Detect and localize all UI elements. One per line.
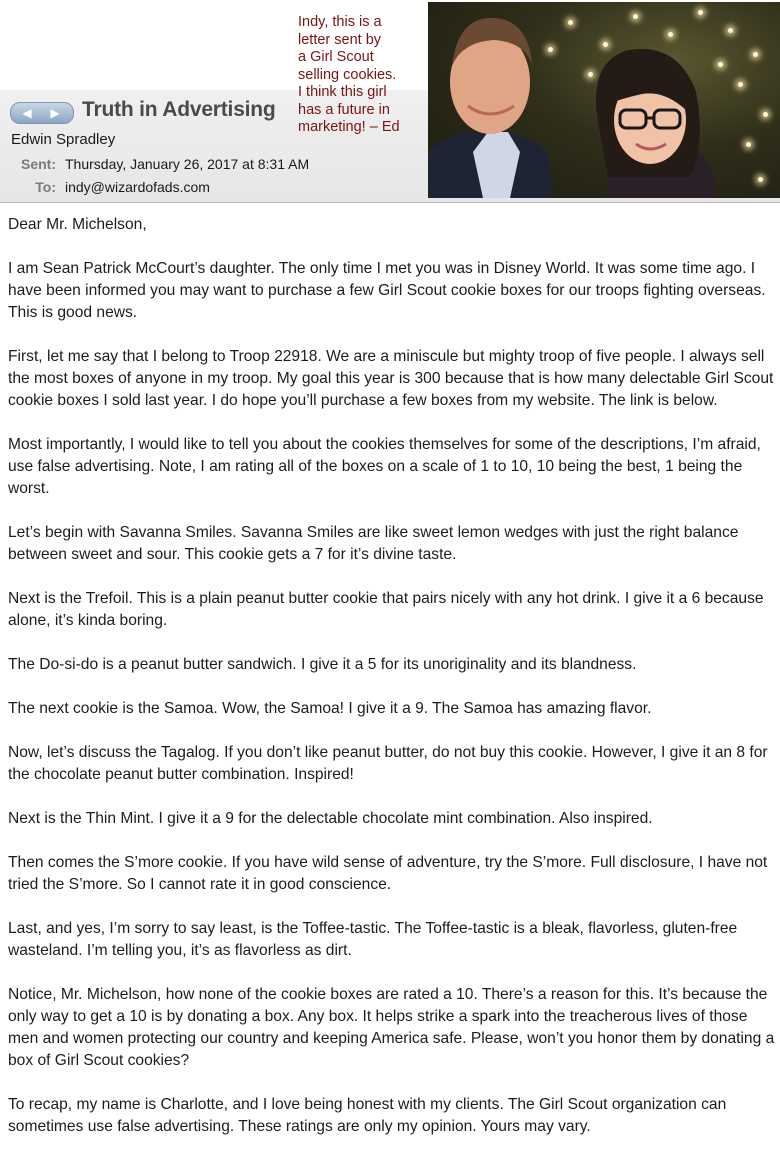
- note-line: I think this girl: [298, 84, 387, 100]
- email-subject: Truth in Advertising: [82, 98, 276, 121]
- letter-paragraph: The next cookie is the Samoa. Wow, the Samoa! I give it a 9. The Samoa has amazing flavor.: [8, 700, 652, 717]
- letter-paragraph: Most importantly, I would like to tell you about the cookies themselves for some of the descriptions, I’m afraid, use false advertising. Note, I am rating all of the boxes on a scale of 1 to 10, 10 being the best, 1 being the worst.: [8, 436, 761, 497]
- back-forward-arrows-icon[interactable]: [10, 102, 74, 124]
- sent-label: Sent:: [21, 156, 56, 172]
- note-line: a Girl Scout: [298, 49, 374, 65]
- letter-paragraph: Next is the Thin Mint. I give it a 9 for the delectable chocolate mint combination. Also inspired.: [8, 810, 653, 827]
- letter-paragraph: Let’s begin with Savanna Smiles. Savanna Smiles are like sweet lemon wedges with just the right balance between sweet and sour. This cookie gets a 7 for it’s divine taste.: [8, 524, 739, 563]
- forward-arrow-icon[interactable]: ▶: [50, 106, 60, 120]
- letter-paragraph: Dear Mr. Michelson,: [8, 216, 147, 233]
- note-line: marketing! – Ed: [298, 119, 400, 135]
- handwritten-note: [298, 14, 428, 137]
- letter-paragraph: First, let me say that I belong to Troop 22918. We are a miniscule but mighty troop of five people. I always sell the most boxes of anyone in my troop. My goal this year is 300 because that is how many delectable Girl Scout cookie boxes I sold last year. I do hope you’ll purchase a few boxes from my website. The link is below.: [8, 348, 774, 409]
- note-line: Indy, this is a: [298, 14, 382, 30]
- email-header: [0, 0, 780, 204]
- note-line: letter sent by: [298, 31, 382, 48]
- to-label: To:: [35, 179, 56, 195]
- to-value[interactable]: indy@wizardofads.com: [65, 179, 210, 195]
- note-line: has a future in: [298, 101, 390, 118]
- header-divider: [0, 202, 780, 203]
- email-sender[interactable]: Edwin Spradley: [11, 131, 116, 148]
- couple-figures: [428, 2, 780, 198]
- letter-paragraph: The Do-si-do is a peanut butter sandwich. I give it a 5 for its unoriginality and its blandness.: [8, 656, 637, 673]
- letter-body: [8, 214, 776, 1160]
- letter-paragraph: Next is the Trefoil. This is a plain peanut butter cookie that pairs nicely with any hot drink. I give it a 6 because alone, it’s kinda boring.: [8, 590, 764, 629]
- letter-paragraph: Then comes the S’more cookie. If you have wild sense of adventure, try the S’more. Full disclosure, I have not tried the S’more. So I cannot rate it in good conscience.: [8, 854, 768, 893]
- back-arrow-icon[interactable]: ◀: [22, 106, 32, 120]
- couple-selfie-photo: [428, 2, 780, 198]
- letter-paragraph: Notice, Mr. Michelson, how none of the cookie boxes are rated a 10. There’s a reason for this. It’s because the only way to get a 10 is by donating a box. Any box. It helps strike a spark into the treacherous lives of those men and women protecting our country and keeping America safe. Please, won’t you honor them by donating a box of Girl Scout cookies?: [8, 986, 775, 1069]
- letter-paragraph: Now, let’s discuss the Tagalog. If you don’t like peanut butter, do not buy this cookie. However, I give it an 8 for the chocolate peanut butter combination. Inspired!: [8, 744, 768, 783]
- letter-paragraph: I am Sean Patrick McCourt’s daughter. The only time I met you was in Disney World. It was some time ago. I have been informed you may want to purchase a few Girl Scout cookie boxes for our troops fighting overseas. This is good news.: [8, 260, 766, 321]
- sent-value: Thursday, January 26, 2017 at 8:31 AM: [65, 156, 310, 172]
- letter-paragraph: To recap, my name is Charlotte, and I love being honest with my clients. The Girl Scout organization can sometimes use false advertising. These ratings are only my opinion. Yours may vary.: [8, 1096, 727, 1135]
- letter-paragraph: Last, and yes, I’m sorry to say least, is the Toffee-tastic. The Toffee-tastic is a bleak, flavorless, gluten-free wasteland. I’m telling you, it’s as flavorless as dirt.: [8, 920, 738, 959]
- note-line: selling cookies.: [298, 66, 397, 83]
